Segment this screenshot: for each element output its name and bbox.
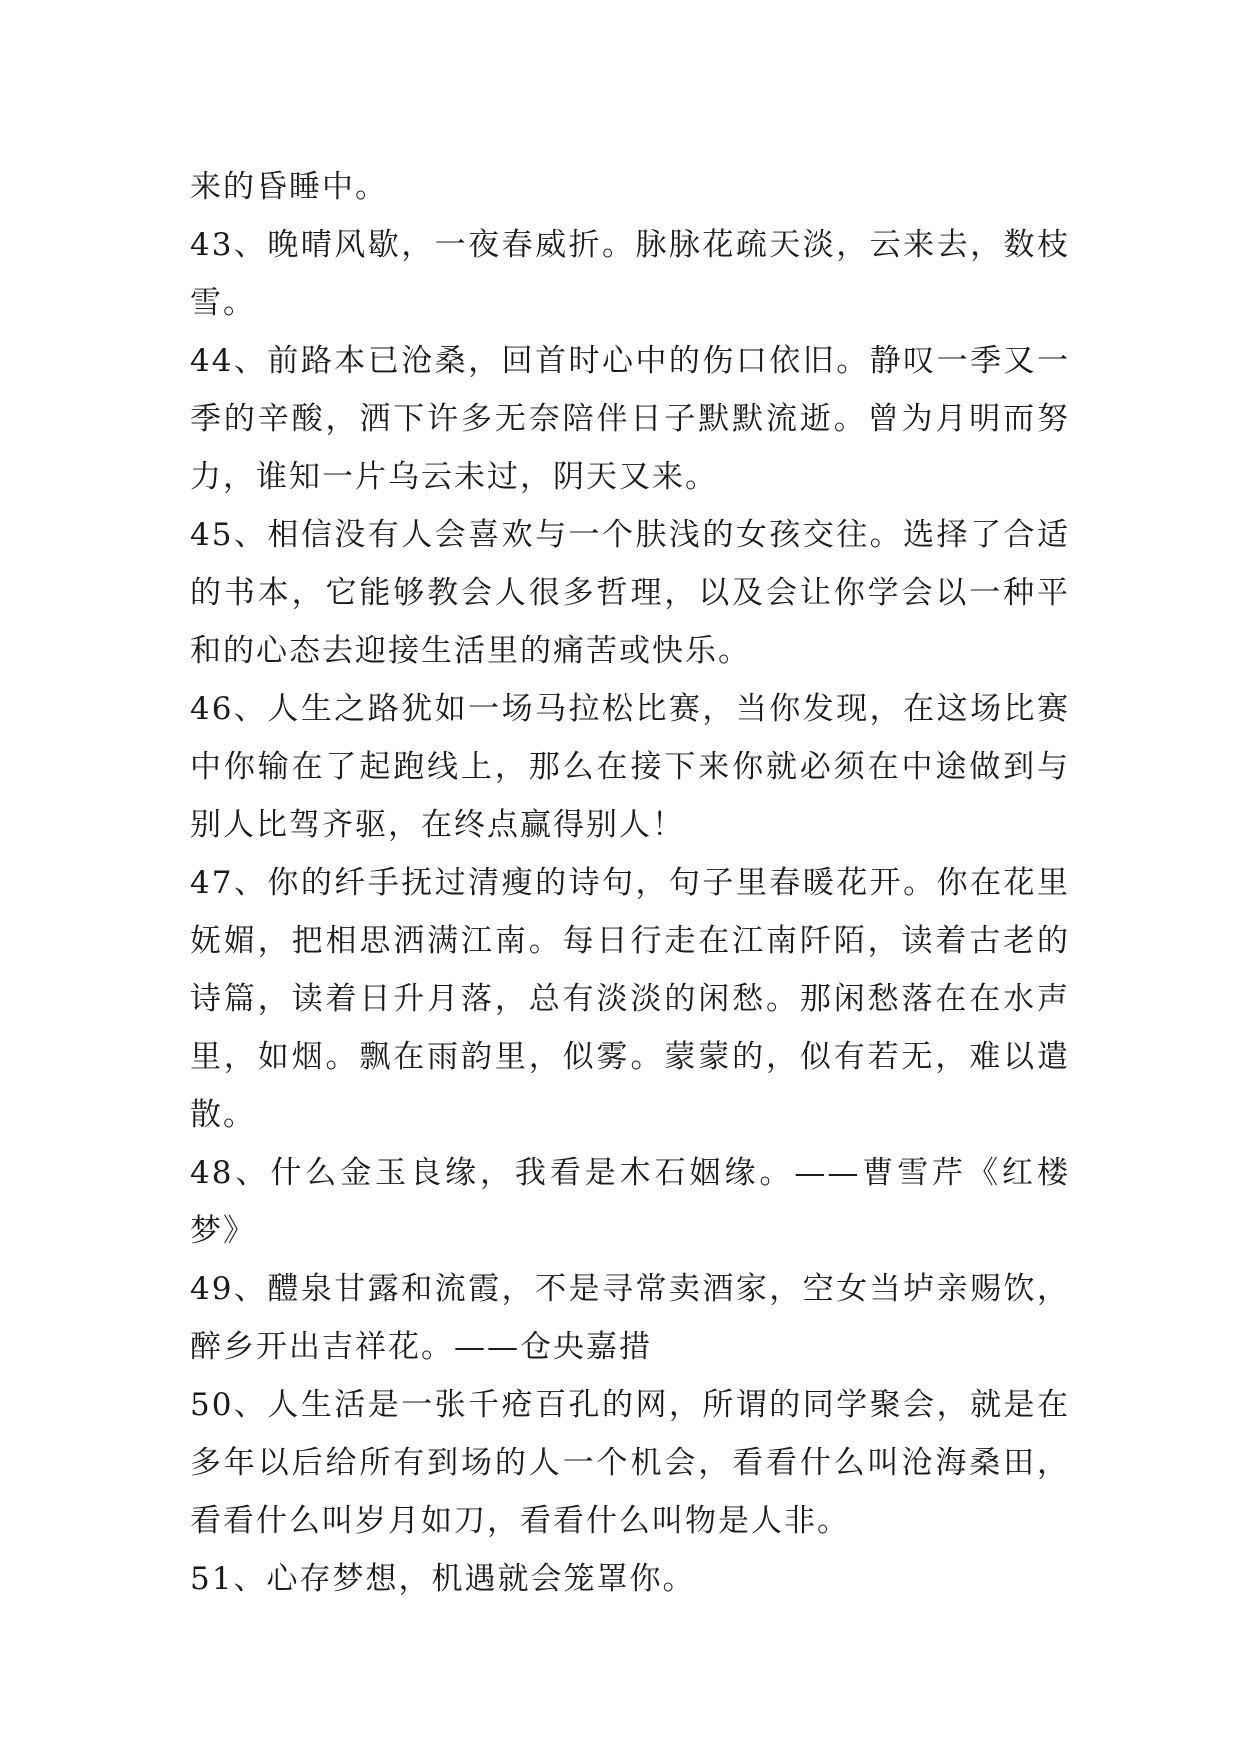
paragraph-44: 44、前路本已沧桑，回首时心中的伤口依旧。静叹一季又一季的辛酸，洒下许多无奈陪伴日子默默流逝。曾为月明而努力，谁知一片乌云未过，阴天又来。	[190, 343, 1070, 495]
paragraph-45: 45、相信没有人会喜欢与一个肤浅的女孩交往。选择了合适的书本，它能够教会人很多哲理，以及会让你学会以一种平和的心态去迎接生活里的痛苦或快乐。	[190, 517, 1070, 669]
paragraph-47: 47、你的纤手抚过清瘦的诗句，句子里春暖花开。你在花里妩媚，把相思洒满江南。每日行走在江南阡陌，读着古老的诗篇，读着日升月落，总有淡淡的闲愁。那闲愁落在在水声里，如烟。飘在雨韵里，似雾。蒙蒙的，似有若无，难以遣散。	[190, 865, 1070, 1133]
document-page	[190, 158, 1070, 1608]
paragraph-46: 46、人生之路犹如一场马拉松比赛，当你发现，在这场比赛中你输在了起跑线上，那么在接下来你就必须在中途做到与别人比驾齐驱，在终点赢得别人！	[190, 691, 1070, 843]
paragraph-continuation: 来的昏睡中。	[190, 169, 388, 205]
paragraph-43: 43、晚晴风歇，一夜春威折。脉脉花疏天淡，云来去，数枝雪。	[190, 227, 1070, 321]
paragraph-49: 49、醴泉甘露和流霞，不是寻常卖酒家，空女当垆亲赐饮，醉乡开出吉祥花。——仓央嘉措	[190, 1271, 1070, 1365]
paragraph-50: 50、人生活是一张千疮百孔的网，所谓的同学聚会，就是在多年以后给所有到场的人一个机会，看看什么叫沧海桑田，看看什么叫岁月如刀，看看什么叫物是人非。	[190, 1387, 1070, 1539]
paragraph-48: 48、什么金玉良缘，我看是木石姻缘。——曹雪芹《红楼梦》	[190, 1155, 1070, 1249]
paragraph-51: 51、心存梦想，机遇就会笼罩你。	[190, 1561, 696, 1597]
